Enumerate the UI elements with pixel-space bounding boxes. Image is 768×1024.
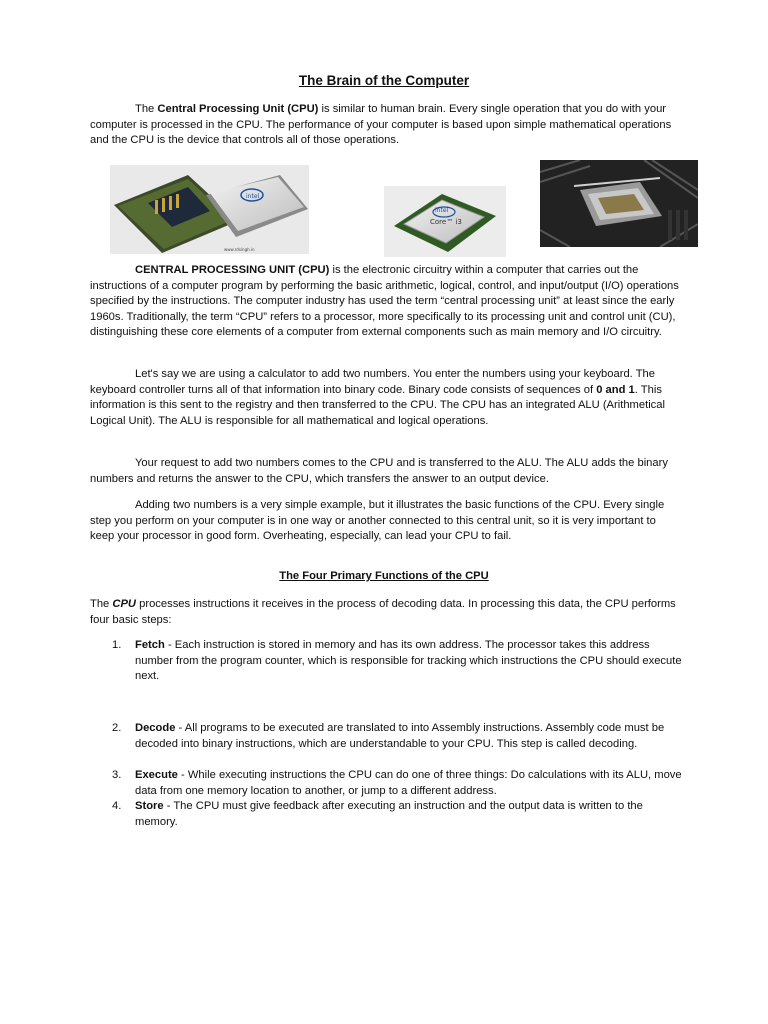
definition-post: is the electronic circuitry within a computer that carries out the instructions of a computer program by performing the basic arithmetic, logical, control, and input/output (I/O) operations specified by the instructions. The computer industry has used the term “central processing unit” at least since the early 1960s. Traditionally, the term “CPU” refers to a processor, more specifically to its processing unit and control unit (CU), distinguishing these core elements of a computer from external components such as main memory and I/O circuitry. (90, 264, 679, 339)
list-item-number: 3. (112, 769, 122, 781)
list-item-term: Decode (135, 722, 176, 734)
list-item-term: Store (135, 800, 164, 812)
calculator-bold: 0 and 1 (596, 383, 635, 396)
list-item-text: - The CPU must give feedback after executing an instruction and the output data is written to the memory. (135, 800, 643, 828)
intro-pre: The (135, 103, 158, 115)
page-title: The Brain of the Computer (298, 73, 470, 88)
definition-paragraph (90, 263, 682, 341)
svg-text:intel: intel (246, 193, 260, 200)
cpu-pair-image (110, 165, 309, 254)
core-i3-chip-image (384, 186, 506, 257)
request-paragraph: Your request to add two numbers comes to the CPU and is transferred to the ALU. The ALU adds the binary numbers and returns the answer to the CPU, which transfers the answer to an output device. (90, 457, 668, 485)
functions-intro-paragraph (90, 597, 682, 628)
list-item-term: Fetch (135, 639, 165, 651)
motherboard-socket-image (540, 160, 698, 247)
intro-bold: Central Processing Unit (CPU) (157, 103, 319, 115)
list-item-text: - While executing instructions the CPU can do one of three things: Do calculations with its ALU, move data from one memory location to another, or jump to a different address. (135, 769, 682, 797)
chip-model-label: Core™ i3 (430, 218, 462, 226)
functions-intro-cpu: CPU (112, 598, 137, 610)
definition-bold: CENTRAL PROCESSING UNIT (CPU) (135, 264, 330, 276)
intro-post: is similar to human brain. Every single operation that you do with your computer is processed in the CPU. The performance of your computer is based upon simple mathematical operations and the CPU is the device that controls all of those operations. (90, 103, 672, 147)
list-item-number: 4. (112, 800, 122, 812)
list-item-text: - Each instruction is stored in memory and has its own address. The processor takes this address number from the program counter, which is responsible for tracking which instructions the CPU should execute next. (135, 639, 682, 683)
example-paragraph: Adding two numbers is a very simple example, but it illustrates the basic functions of the CPU. Every single step you perform on your computer is in one way or another connected to this central unit, so it is very important to keep your processor in good form. Overheating, especially, can lead your CPU to fail. (90, 499, 665, 543)
functions-intro-pre: The (90, 598, 113, 610)
calculator-pre: Let's say we are using a calculator to add two numbers. You enter the numbers using your keyboard. The keyboard controller turns all of that information into binary code. Binary code consists of sequences of (90, 368, 655, 396)
list-item-term: Execute (135, 769, 178, 781)
list-item-text: - All programs to be executed are translated to into Assembly instructions. Assembly code must be decoded into binary instructions, which are understandable to your CPU. This step is called decoding. (135, 722, 665, 750)
intro-paragraph (90, 102, 682, 149)
calculator-post: . This information is this sent to the registry and then transferred to the CPU. The CPU has an integrated ALU (Arithmetical Logical Unit). The ALU is responsible for all mathematical and logical operations. (90, 383, 665, 427)
calculator-paragraph (90, 367, 682, 429)
list-item-number: 2. (112, 722, 122, 734)
chip-brand-label: intel (435, 207, 449, 214)
image-watermark: www.rdsingh.in (224, 247, 255, 252)
list-item-number: 1. (112, 639, 122, 651)
functions-intro-post: processes instructions it receives in the process of decoding data. In processing this data, the CPU performs four basic steps: (90, 598, 676, 626)
section-subheading: The Four Primary Functions of the CPU (279, 570, 489, 582)
